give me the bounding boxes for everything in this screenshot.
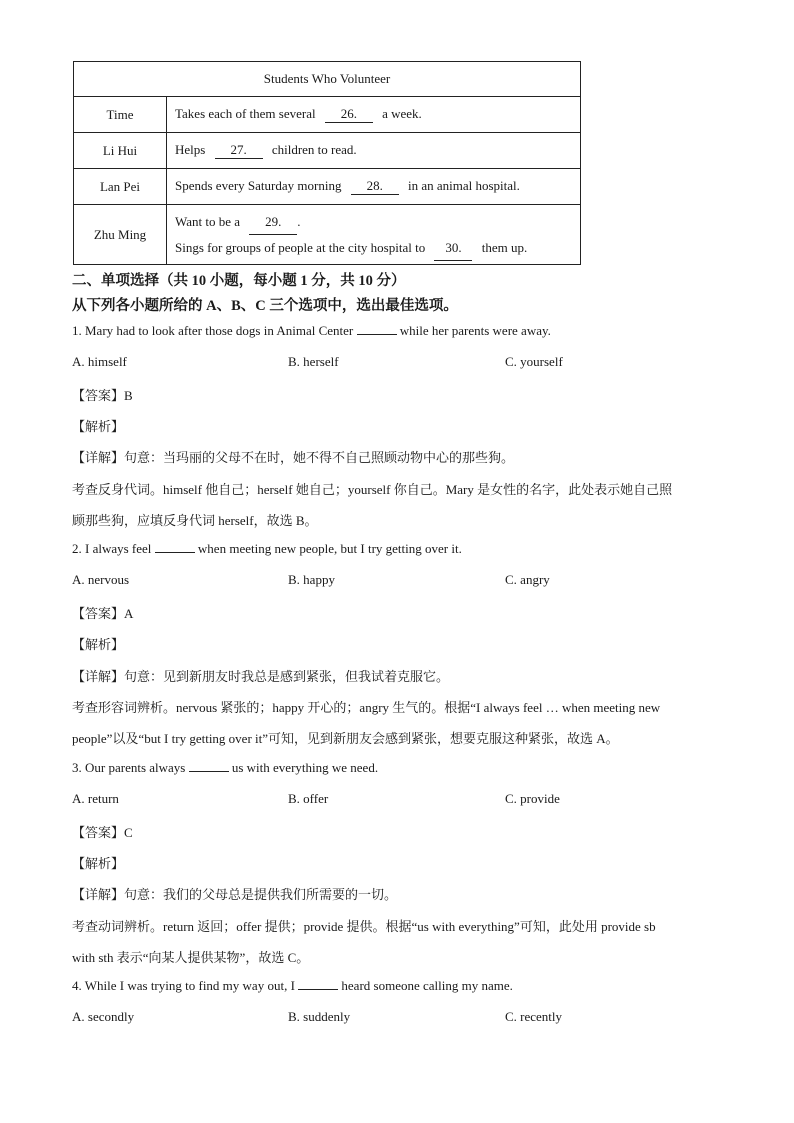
blank-26: 26. <box>325 106 373 123</box>
answer-blank <box>298 979 338 990</box>
explanation-line: with sth 表示“向某人提供某物”，故选 C。 <box>72 950 310 965</box>
detail-line: 【详解】句意：我们的父母总是提供我们所需要的一切。 <box>72 887 398 902</box>
answer-line: 【答案】A <box>72 606 134 621</box>
answer-blank <box>155 542 195 553</box>
table-row <box>74 133 581 169</box>
question-stem <box>72 978 513 994</box>
volunteer-table <box>73 61 581 265</box>
row-content <box>167 133 581 169</box>
row-label: Time <box>74 97 167 133</box>
row-text-pre: Takes each of them several <box>175 106 316 121</box>
row-subline <box>175 235 572 261</box>
answer-blank <box>357 324 397 335</box>
detail-line: 【详解】句意：见到新朋友时我总是感到紧张，但我试着克服它。 <box>72 669 450 684</box>
row-text-post: . <box>297 213 301 229</box>
row-label: Li Hui <box>74 133 167 169</box>
row-text-post: them up. <box>481 239 528 255</box>
option-c: C. yourself <box>505 354 563 369</box>
explanation-line: people”以及“but I try getting over it”可知，见到新朋友会感到紧张，想要克服这种紧张，故选 A。 <box>72 731 619 746</box>
detail-line: 【详解】句意：当玛丽的父母不在时，她不得不自己照顾动物中心的那些狗。 <box>72 450 515 465</box>
option-a: A. return <box>72 791 119 806</box>
table-row <box>74 169 581 205</box>
answer-line: 【答案】C <box>72 825 133 840</box>
table-row <box>74 205 581 265</box>
row-text-pre: Sings for groups of people at the city hospital to <box>175 239 426 255</box>
analysis-label: 【解析】 <box>72 419 125 434</box>
row-subline <box>175 209 572 235</box>
option-a: A. nervous <box>72 572 130 587</box>
stem-text: 2. I always feel <box>72 541 152 556</box>
option-a: A. secondly <box>72 1009 135 1024</box>
option-b: B. herself <box>288 354 339 369</box>
option-b: B. happy <box>288 572 335 587</box>
table-title: Students Who Volunteer <box>74 62 581 97</box>
explanation-line: 顾那些狗，应填反身代词 herself，故选 B。 <box>72 513 318 528</box>
section-instruction: 从下列各小题所给的 A、B、C 三个选项中，选出最佳选项。 <box>72 298 458 314</box>
stem-text: 1. Mary had to look after those dogs in Animal Center <box>72 323 354 338</box>
option-b: B. offer <box>288 791 329 806</box>
row-content <box>167 97 581 133</box>
section-heading: 二、单项选择（共 10 小题，每小题 1 分，共 10 分） <box>72 273 406 289</box>
question-stem <box>72 323 551 339</box>
row-text-post: in an animal hospital. <box>407 178 520 193</box>
blank-30: 30. <box>434 235 472 261</box>
option-c: C. recently <box>505 1009 563 1024</box>
row-label: Lan Pei <box>74 169 167 205</box>
stem-text: 3. Our parents always <box>72 760 186 775</box>
analysis-label: 【解析】 <box>72 856 125 871</box>
option-c: C. angry <box>505 572 550 587</box>
option-a: A. himself <box>72 354 127 369</box>
row-text-pre: Helps <box>175 142 206 157</box>
answer-line: 【答案】B <box>72 388 133 403</box>
answer-blank <box>189 761 229 772</box>
option-c: C. provide <box>505 791 560 806</box>
stem-text: when meeting new people, but I try getting over it. <box>197 541 462 556</box>
question-stem <box>72 760 378 776</box>
table-row <box>74 97 581 133</box>
blank-28: 28. <box>351 178 399 195</box>
analysis-label: 【解析】 <box>72 637 125 652</box>
stem-text: while her parents were away. <box>399 323 551 338</box>
row-content <box>167 169 581 205</box>
blank-29: 29. <box>249 209 297 235</box>
row-text-post: a week. <box>382 106 422 121</box>
row-content <box>167 205 581 265</box>
explanation-line: 考查形容词辨析。nervous 紧张的；happy 开心的；angry 生气的。根据“I always feel … when meeting new <box>72 700 661 715</box>
stem-text: 4. While I was trying to find my way out, I <box>72 978 295 993</box>
option-b: B. suddenly <box>288 1009 351 1024</box>
question-stem <box>72 541 462 557</box>
explanation-line: 考查反身代词。himself 他自己；herself 她自己；yourself 你自己。Mary 是女性的名字，此处表示她自己照 <box>72 482 673 497</box>
blank-27: 27. <box>215 142 263 159</box>
row-text-pre: Want to be a <box>175 213 241 229</box>
stem-text: us with everything we need. <box>231 760 379 775</box>
row-text-pre: Spends every Saturday morning <box>175 178 342 193</box>
stem-text: heard someone calling my name. <box>341 978 513 993</box>
explanation-line: 考查动词辨析。return 返回；offer 提供；provide 提供。根据“us with everything”可知，此处用 provide sb <box>72 919 656 934</box>
row-text-post: children to read. <box>271 142 357 157</box>
row-label: Zhu Ming <box>74 205 167 265</box>
